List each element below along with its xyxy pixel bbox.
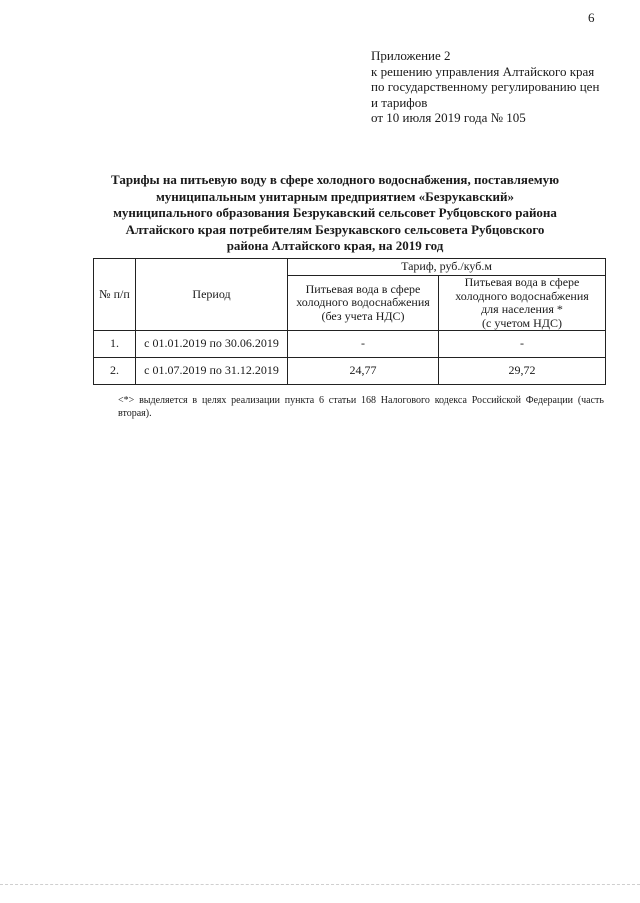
row-num: 1. [94,331,136,358]
table-header-row [94,259,606,276]
appendix-line: от 10 июля 2019 года № 105 [371,110,526,125]
header-num: № п/п [94,259,136,331]
header-text-line: (с учетом НДС) [482,315,562,330]
row-period: с 01.07.2019 по 31.12.2019 [136,358,288,385]
row-tariff-with-vat: 29,72 [439,358,606,385]
header-text-line: холодного водоснабжения [455,288,589,303]
page-bottom-divider [0,884,640,885]
appendix-line: к решению управления Алтайского края [371,63,595,79]
tariffs-table [93,258,606,385]
footnote: <*> выделяется в целях реализации пункта 6 статьи 168 Налогового кодекса Российской Федерации (часть вторая). [118,395,604,419]
row-tariff-without-vat: - [288,331,439,358]
header-text-line: Питьевая вода в сфере [305,281,421,296]
appendix-line: по государственному регулированию цен [371,79,600,94]
appendix-line: Приложение 2 [371,48,451,63]
table-row [94,331,606,358]
table-row [94,358,606,385]
row-tariff-with-vat: - [439,331,606,358]
header-col-with-vat [439,276,606,331]
header-tariff-group: Тариф, руб./куб.м [288,259,606,276]
appendix-header [371,48,599,126]
header-text-line: Питьевая вода в сфере [464,275,580,289]
document-title: Тарифы на питьевую воду в сфере холодного водоснабжения, поставляемую муниципальным унитарным предприятием «Безрукавский» муниципального образования Безрукавский сельсовет Рубцовского района Алтайского края потребителям Безрукавского сельсовета Рубцовского района Алтайского края, на 2019 год [110,172,560,253]
page-number: 6 [588,10,595,25]
appendix-line: и тарифов [371,94,428,110]
header-text-line: холодного водоснабжения [296,295,430,310]
header-period: Период [136,259,288,331]
row-period: с 01.01.2019 по 30.06.2019 [136,331,288,358]
header-text-line: для населения * [481,302,563,316]
header-col-without-vat [288,276,439,331]
row-num: 2. [94,358,136,385]
header-text-line: (без учета НДС) [321,308,405,323]
row-tariff-without-vat: 24,77 [288,358,439,385]
